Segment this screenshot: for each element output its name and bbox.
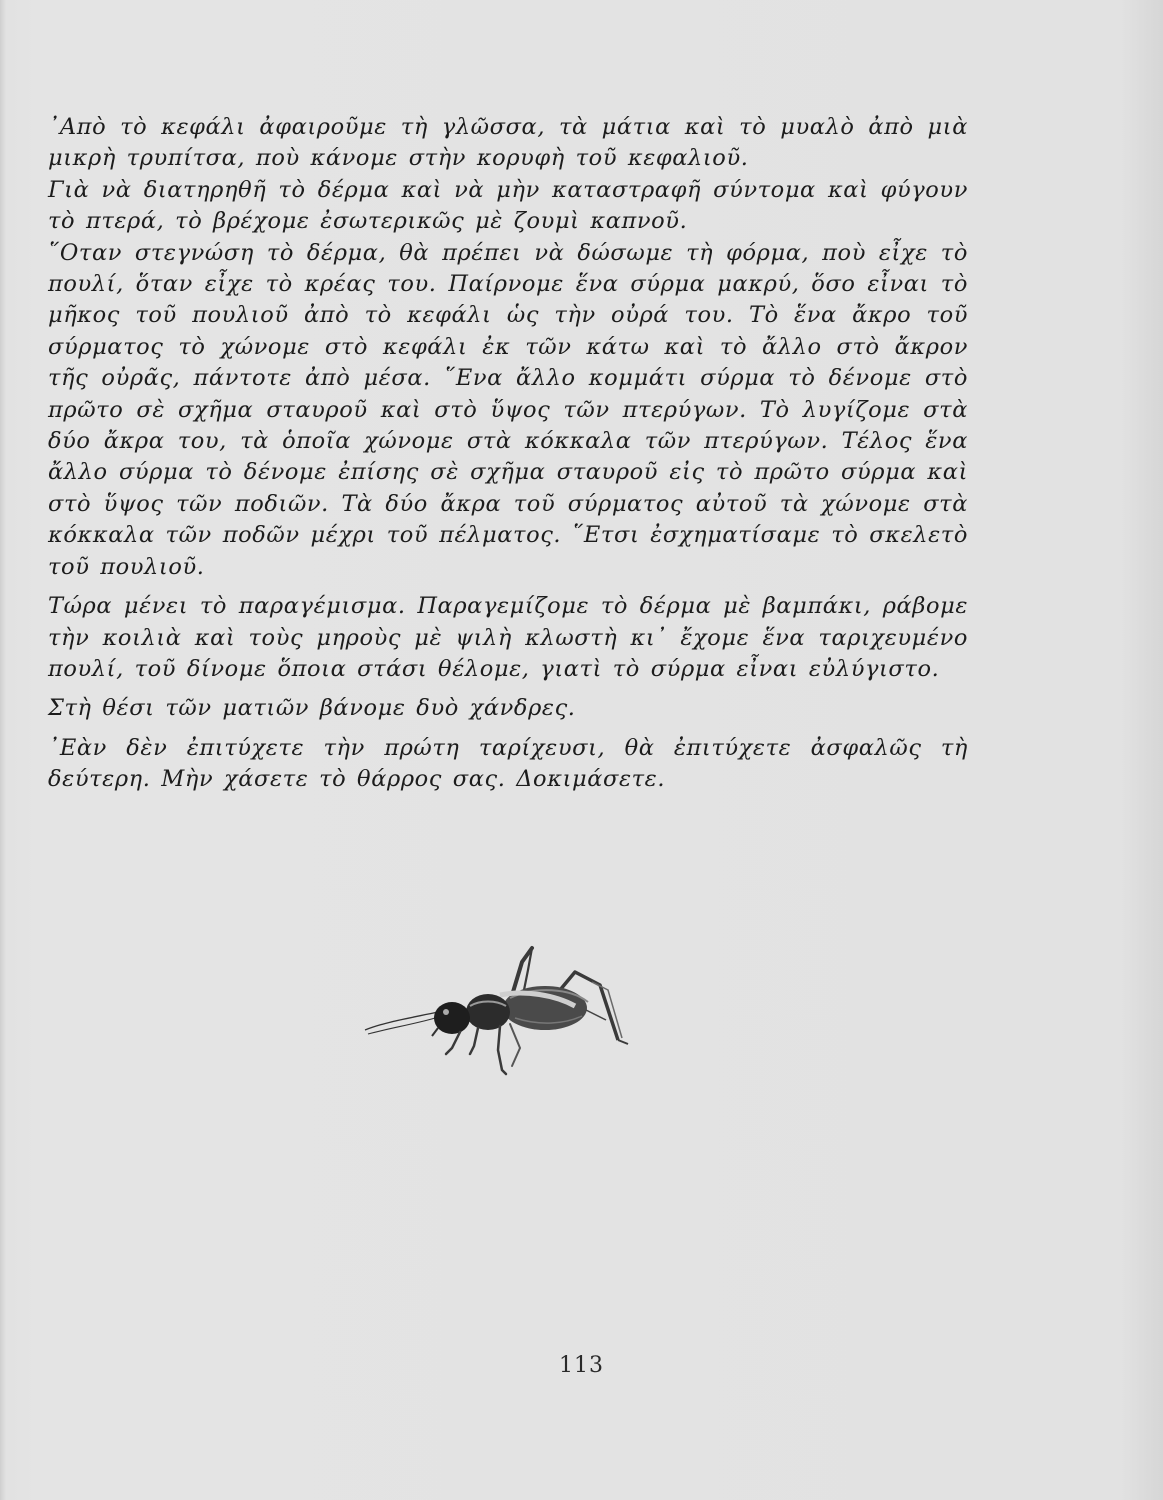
paragraph-stuffing: Τώρα μένει τὸ παραγέμισμα. Παραγεμίζομε τὸ δέρμα μὲ βαμπάκι, ράβομε τὴν κοιλιὰ καὶ τοὺς μηροὺς μὲ ψιλὴ κλωστὴ κι᾿ ἔχομε ἕνα ταριχευμένο πουλί, τοῦ δίνομε ὅποια στάσι θέλομε, γιατὶ τὸ σύρμα εἶναι εὐλύγιστο. <box>48 593 968 682</box>
paragraph-head-removal: ᾿Απὸ τὸ κεφάλι ἀφαιροῦμε τὴ γλῶσσα, τὰ μάτια καὶ τὸ μυαλὸ ἀπὸ μιὰ μικρὴ τρυπίτσα, ποὺ κάνομε στὴν κορυφὴ τοῦ κεφαλιοῦ. <box>48 114 968 172</box>
page-number: 113 <box>559 1353 604 1378</box>
paragraph-encouragement: ᾿Εὰν δὲν ἐπιτύχετε τὴν πρώτη ταρίχευσι, θὰ ἐπιτύχετε ἀσφαλῶς τὴ δεύτερη. Μὴν χάσετε τὸ θάρρος σας. Δοκιμάσετε. <box>48 734 968 793</box>
cricket-illustration <box>360 940 660 1090</box>
body-text <box>48 112 968 796</box>
paragraph-skin-preservation: Γιὰ νὰ διατηρηθῆ τὸ δέρμα καὶ νὰ μὴν καταστραφῆ σύντομα καὶ φύγουν τὸ πτερά, τὸ βρέχομε ἐσωτερικῶς μὲ ζουμὶ καπνοῦ. <box>48 176 968 235</box>
paragraph-eyes: Στὴ θέσι τῶν ματιῶν βάνομε δυὸ χάνδρες. <box>48 695 576 722</box>
paragraph-wire-skeleton: ῞Οταν στεγνώση τὸ δέρμα, θὰ πρέπει νὰ δώσωμε τὴ φόρμα, ποὺ εἶχε τὸ πουλί, ὅταν εἶχε τὸ κρέας του. Παίρνομε ἕνα σύρμα μακρύ, ὅσο εἶναι τὸ μῆκος τοῦ πουλιοῦ ἀπὸ τὸ κεφάλι ὡς τὴν οὐρά του. Τὸ ἕνα ἄκρο τοῦ σύρματος τὸ χώνομε στὸ κεφάλι ἐκ τῶν κάτω καὶ τὸ ἄλλο στὸ ἄκρον τῆς οὐρᾶς, πάντοτε ἀπὸ μέσα. ῞Ενα ἄλλο κομμάτι σύρμα τὸ δένομε στὸ πρῶτο σὲ σχῆμα σταυροῦ καὶ στὸ ὕψος τῶν πτερύγων. Τὸ λυγίζομε στὰ δύο ἄκρα του, τὰ ὁποῖα χώνομε στὰ κόκκαλα τῶν πτερύγων. Τέλος ἕνα ἄλλο σύρμα τὸ δένομε ἐπίσης σὲ σχῆμα σταυροῦ εἰς τὸ πρῶτο σύρμα καὶ στὸ ὕψος τῶν ποδιῶν. Τὰ δύο ἄκρα τοῦ σύρματος αὐτοῦ τὰ χώνομε στὰ κόκκαλα τῶν ποδῶν μέχρι τοῦ πέλματος. ῞Ετσι ἐσχηματίσαμε τὸ σκελετὸ τοῦ πουλιοῦ. <box>48 239 968 580</box>
